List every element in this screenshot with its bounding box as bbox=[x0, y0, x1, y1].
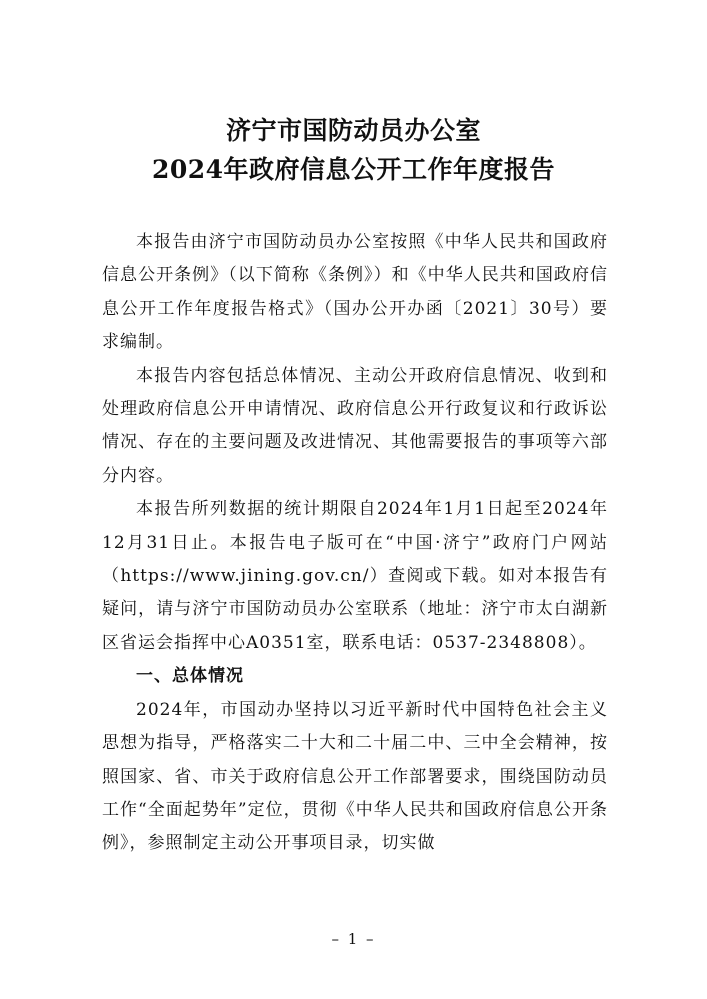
section-heading-overview: 一、总体情况 bbox=[136, 666, 244, 687]
document-body bbox=[102, 226, 608, 861]
document-title-line-2: 2024年政府信息公开工作年度报告 bbox=[151, 155, 556, 184]
paragraph-statistics-period: 本报告所列数据的统计期限自2024年1月1日起至2024年12月31日止。本报告电子版可在“中国·济宁”政府门户网站（https://www.jining.gov.cn/）查阅或下载。如对本报告有疑问，请与济宁市国防动员办公室联系（地址：济宁市太白湖新区省运会指挥中心A0351室，联系电话：0537-2348808）。 bbox=[102, 499, 608, 653]
page-number: – 1 – bbox=[331, 930, 376, 948]
paragraph-preparation-basis: 本报告由济宁市国防动员办公室按照《中华人民共和国政府信息公开条例》（以下简称《条例》）和《中华人民共和国政府信息公开工作年度报告格式》（国办公开办函〔2021〕30号）要求编制。 bbox=[102, 232, 608, 353]
document-title-line-1: 济宁市国防动员办公室 bbox=[225, 116, 481, 145]
paragraph-report-contents: 本报告内容包括总体情况、主动公开政府信息情况、收到和处理政府信息公开申请情况、政府信息公开行政复议和行政诉讼情况、存在的主要问题及改进情况、其他需要报告的事项等六部分内容。 bbox=[102, 365, 608, 486]
paragraph-overview: 2024年，市国动办坚持以习近平新时代中国特色社会主义思想为指导，严格落实二十大和二十届二中、三中全会精神，按照国家、省、市关于政府信息公开工作部署要求，围绕国防动员工作“全面起势年”定位，贯彻《中华人民共和国政府信息公开条例》，参照制定主动公开事项目录，切实做 bbox=[102, 699, 608, 854]
